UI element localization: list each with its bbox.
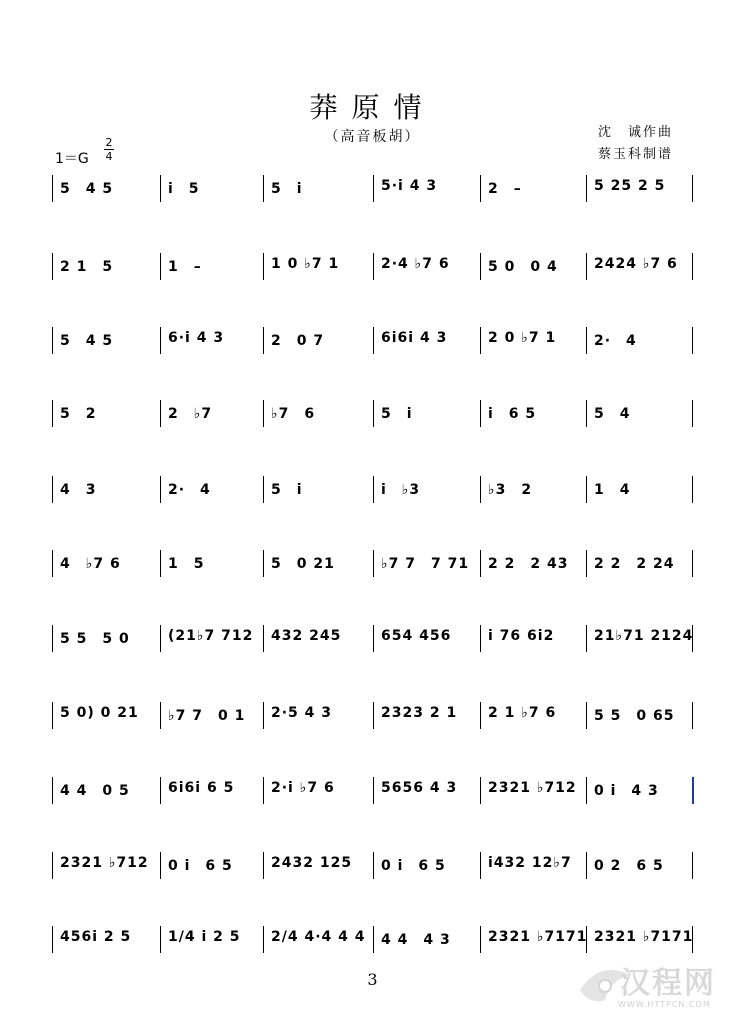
bar-line xyxy=(480,926,481,953)
measure: 1 – xyxy=(168,259,202,275)
bar-line xyxy=(480,253,481,280)
measure: 2 – xyxy=(488,181,522,197)
measure: 2 ♭7 xyxy=(168,406,213,422)
staff-row xyxy=(0,702,745,742)
watermark-text: 汉程网 xyxy=(620,966,716,1001)
measure: i ♭3 xyxy=(381,482,421,498)
bar-line xyxy=(692,400,693,427)
bar-line xyxy=(263,852,264,879)
bar-line xyxy=(586,550,587,577)
bar-line xyxy=(373,550,374,577)
measure: 1 5 xyxy=(168,556,205,572)
measure: 2321 ♭7171 xyxy=(594,929,694,945)
bar-line xyxy=(373,702,374,729)
bar-line xyxy=(160,777,161,804)
bar-line xyxy=(263,550,264,577)
song-title: 莽原情 xyxy=(309,91,436,124)
bar-line xyxy=(480,625,481,652)
measure: 5 i xyxy=(271,181,303,197)
measure: 0 i 6 5 xyxy=(381,858,446,874)
bar-line xyxy=(586,253,587,280)
measure: 5 4 xyxy=(594,406,631,422)
bar-line xyxy=(586,777,587,804)
bar-line xyxy=(263,702,264,729)
bar-line xyxy=(263,625,264,652)
measure: 2 2 2 24 xyxy=(594,556,675,572)
measure: 2 2 2 43 xyxy=(488,556,569,572)
bar-line xyxy=(480,476,481,503)
measure: 2· 4 xyxy=(594,333,637,349)
measure: 6·i 4 3 xyxy=(168,330,225,346)
bar-line xyxy=(480,327,481,354)
time-signature xyxy=(104,137,114,162)
measure: 5 5 0 65 xyxy=(594,708,675,724)
measure: 2321 ♭712 xyxy=(60,855,149,871)
bar-line xyxy=(263,476,264,503)
measure: 1/4 i 2 5 xyxy=(168,929,241,945)
bar-line xyxy=(52,476,53,503)
bar-line xyxy=(373,400,374,427)
time-signature-top: 2 xyxy=(105,136,113,149)
bar-line xyxy=(52,852,53,879)
instrument-subtitle: （高音板胡） xyxy=(324,129,421,145)
measure: 5 0) 0 21 xyxy=(60,705,139,721)
bar-line xyxy=(480,702,481,729)
bar-line xyxy=(480,400,481,427)
bar-line xyxy=(52,253,53,280)
bar-line xyxy=(373,625,374,652)
measure: 2·5 4 3 xyxy=(271,705,333,721)
bar-line xyxy=(480,852,481,879)
measure: 4 4 4 3 xyxy=(381,932,451,948)
staff-row xyxy=(0,400,745,440)
bar-line xyxy=(263,777,264,804)
bar-line xyxy=(160,400,161,427)
measure: 2321 ♭712 xyxy=(488,780,577,796)
bar-line xyxy=(373,777,374,804)
measure: 4 4 0 5 xyxy=(60,783,130,799)
measure: 2432 125 xyxy=(271,855,353,871)
bar-line xyxy=(263,926,264,953)
bar-line xyxy=(480,777,481,804)
staff-row xyxy=(0,327,745,367)
bar-line xyxy=(586,476,587,503)
measure: 5 0 21 xyxy=(271,556,335,572)
bar-line xyxy=(52,777,53,804)
bar-line xyxy=(692,175,693,202)
bar-line xyxy=(586,702,587,729)
bar-line xyxy=(480,175,481,202)
bar-line xyxy=(586,625,587,652)
staff-row xyxy=(0,625,745,665)
bar-line xyxy=(692,253,693,280)
measure: 2·i ♭7 6 xyxy=(271,780,335,796)
bar-line xyxy=(480,550,481,577)
measure: 2424 ♭7 6 xyxy=(594,256,678,272)
measure: 5 i xyxy=(381,406,413,422)
bar-line xyxy=(263,327,264,354)
time-signature-bottom: 4 xyxy=(105,150,113,163)
measure: 2323 2 1 xyxy=(381,705,458,721)
bar-line xyxy=(52,175,53,202)
measure: ♭7 6 xyxy=(271,406,316,422)
bar-line xyxy=(263,253,264,280)
measure: 5 4 5 xyxy=(60,181,114,197)
bar-line xyxy=(160,625,161,652)
staff-row xyxy=(0,253,745,293)
measure: 5 2 xyxy=(60,406,97,422)
bar-line xyxy=(692,550,693,577)
measure: 5 25 2 5 xyxy=(594,178,666,194)
measure: 432 245 xyxy=(271,628,342,644)
measure: i432 12♭7 xyxy=(488,855,572,871)
bar-line xyxy=(263,400,264,427)
bar-line xyxy=(160,476,161,503)
bar-line xyxy=(586,400,587,427)
measure: 4 3 xyxy=(60,482,97,498)
bar-line xyxy=(52,400,53,427)
bar-line xyxy=(692,777,694,804)
bar-line xyxy=(160,852,161,879)
bar-line xyxy=(263,175,264,202)
bar-line xyxy=(160,550,161,577)
bar-line xyxy=(373,175,374,202)
page-number: 3 xyxy=(367,970,378,989)
measure: 5 0 0 4 xyxy=(488,259,558,275)
measure: 654 456 xyxy=(381,628,452,644)
measure: ♭3 2 xyxy=(488,482,533,498)
bar-line xyxy=(52,926,53,953)
measure: 5 5 5 0 xyxy=(60,631,130,647)
bar-line xyxy=(692,852,693,879)
measure: 2·4 ♭7 6 xyxy=(381,256,450,272)
bar-line xyxy=(373,476,374,503)
measure: ♭7 7 0 1 xyxy=(168,708,246,724)
measure: i 5 xyxy=(168,181,200,197)
staff-row xyxy=(0,852,745,892)
bar-line xyxy=(373,253,374,280)
measure: 5 i xyxy=(271,482,303,498)
key-signature: 1＝G xyxy=(55,151,89,167)
measure: 0 i 4 3 xyxy=(594,783,659,799)
measure: i 76 6i2 xyxy=(488,628,555,644)
bar-line xyxy=(160,327,161,354)
composer-credit: 沈 诚作曲 xyxy=(598,125,674,140)
bar-line xyxy=(373,926,374,953)
measure: 1 0 ♭7 1 xyxy=(271,256,340,272)
measure: 5656 4 3 xyxy=(381,780,458,796)
watermark-url: WWW.HTTPCN.COM xyxy=(618,1000,711,1009)
staff-row xyxy=(0,476,745,516)
bar-line xyxy=(160,702,161,729)
measure: 2 0 7 xyxy=(271,333,325,349)
measure: 6i6i 4 3 xyxy=(381,330,448,346)
measure: 2 0 ♭7 1 xyxy=(488,330,557,346)
bar-line xyxy=(692,702,693,729)
measure: 4 ♭7 6 xyxy=(60,556,121,572)
staff-row xyxy=(0,175,745,215)
measure: 0 2 6 5 xyxy=(594,858,664,874)
bar-line xyxy=(373,852,374,879)
bar-line xyxy=(692,327,693,354)
bar-line xyxy=(52,702,53,729)
measure: 2/4 4·4 4 4 xyxy=(271,929,366,945)
measure: 2 1 ♭7 6 xyxy=(488,705,557,721)
measure: 456i 2 5 xyxy=(60,929,132,945)
transcriber-credit: 蔡玉科制谱 xyxy=(598,147,674,162)
staff-row xyxy=(0,777,745,817)
measure: 5 4 5 xyxy=(60,333,114,349)
staff-row xyxy=(0,550,745,590)
bar-line xyxy=(52,550,53,577)
measure: 5·i 4 3 xyxy=(381,178,438,194)
measure: 2 1 5 xyxy=(60,259,114,275)
bar-line xyxy=(52,327,53,354)
measure: 21♭71 2124 xyxy=(594,628,694,644)
bar-line xyxy=(692,476,693,503)
bar-line xyxy=(160,926,161,953)
bar-line xyxy=(373,327,374,354)
measure: 2321 ♭7171 xyxy=(488,929,588,945)
measure: 2· 4 xyxy=(168,482,211,498)
bar-line xyxy=(52,625,53,652)
measure: 6i6i 6 5 xyxy=(168,780,235,796)
bar-line xyxy=(160,175,161,202)
bar-line xyxy=(586,852,587,879)
measure: ♭7 7 7 71 xyxy=(381,556,470,572)
measure: i 6 5 xyxy=(488,406,537,422)
bar-line xyxy=(160,253,161,280)
measure: 1 4 xyxy=(594,482,631,498)
measure: 0 i 6 5 xyxy=(168,858,233,874)
measure: (21♭7 712 xyxy=(168,628,254,644)
bar-line xyxy=(586,175,587,202)
bar-line xyxy=(586,327,587,354)
